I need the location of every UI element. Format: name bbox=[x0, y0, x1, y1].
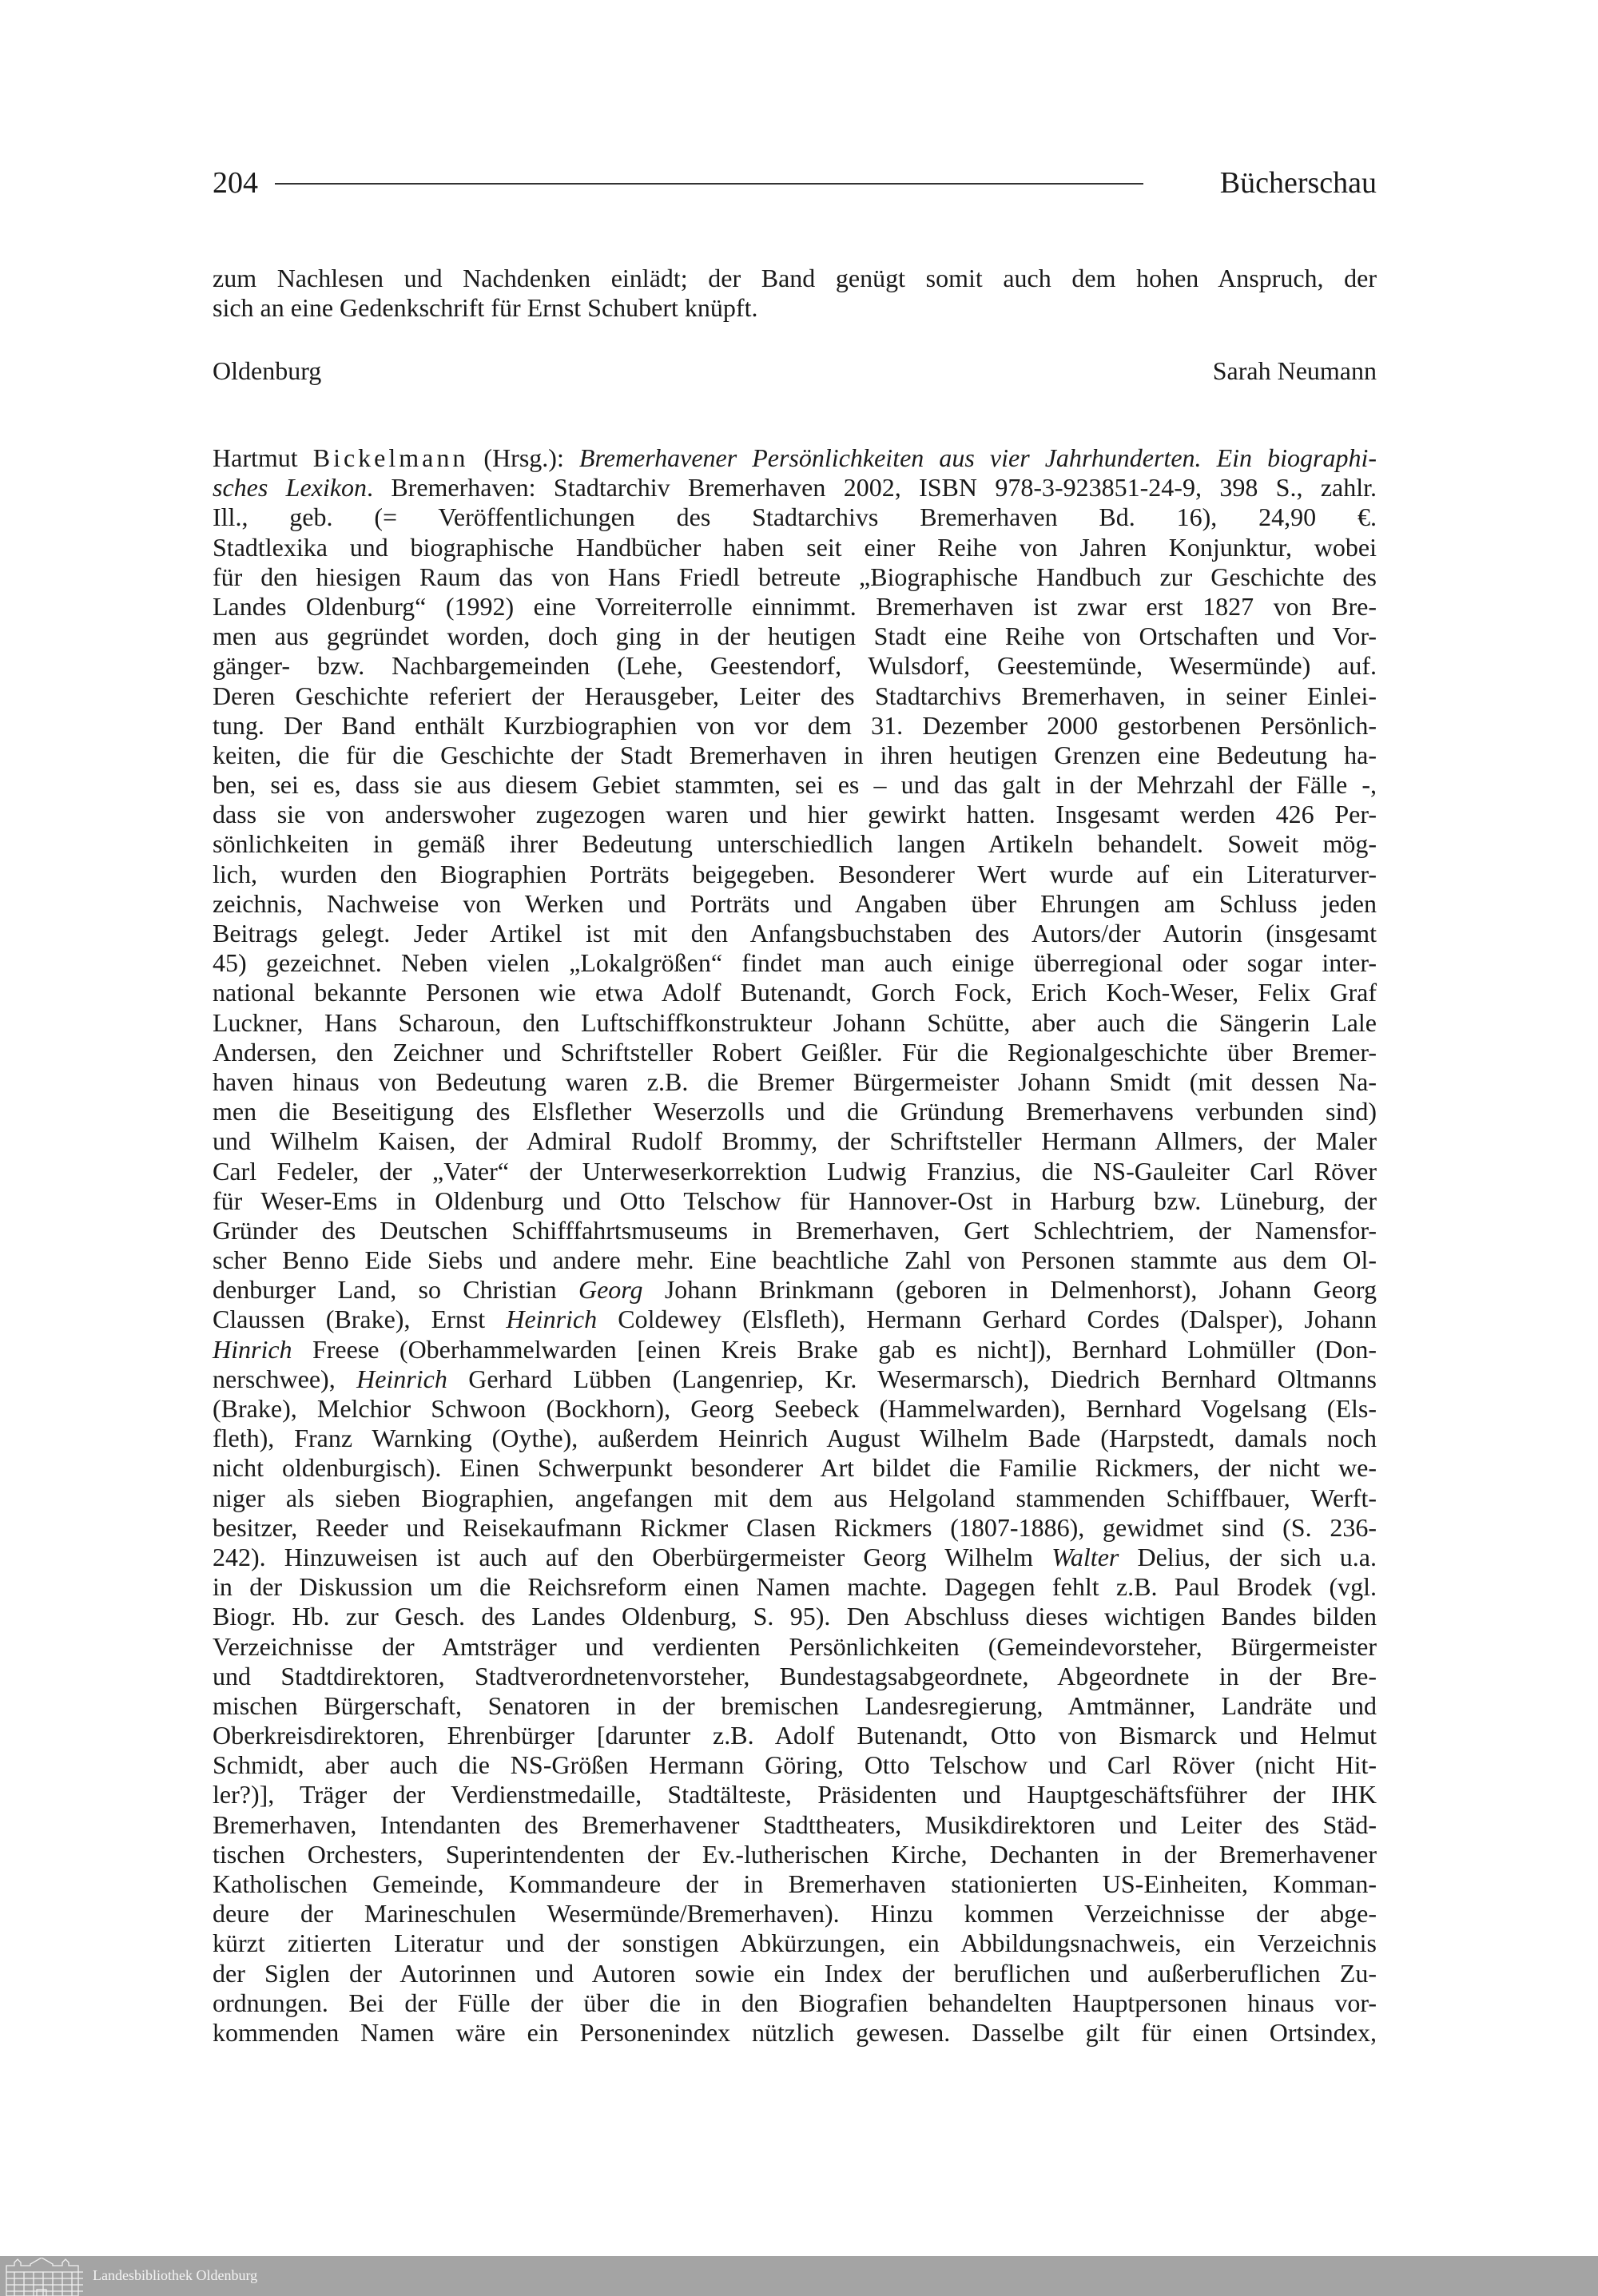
text-line: Stadtlexika und biographische Handbücher haben seit einer Reihe von Jahren Konjunktur, wobei bbox=[213, 532, 1377, 562]
text-line: gänger- bzw. Nachbargemeinden (Lehe, Geestendorf, Wulsdorf, Geestemünde, Wesermünde) auf. bbox=[213, 651, 1377, 681]
signature-place: Oldenburg bbox=[213, 356, 322, 385]
text-line: Ill., geb. (= Veröffentlichungen des Stadtarchivs Bremerhaven Bd. 16), 24,90 €. bbox=[213, 502, 1377, 532]
text-segment: Coldewey (Elsfleth), Hermann Gerhard Cordes (Dalsper), Johann bbox=[597, 1305, 1377, 1334]
text-line: ler?)], Träger der Verdienstmedaille, Stadtälteste, Präsidenten und Hauptgeschäftsführer der IHK bbox=[213, 1780, 1377, 1809]
text-line bbox=[213, 1364, 1377, 1394]
text-line bbox=[213, 443, 1377, 473]
text-segment: Johann Brinkmann (geboren in Delmenhorst), Johann Georg bbox=[642, 1275, 1377, 1305]
text-line: sönlichkeiten in gemäß ihrer Bedeutung unterschiedlich langen Artikeln behandelt. Soweit mög- bbox=[213, 829, 1377, 859]
text-line: Landes Oldenburg“ (1992) eine Vorreiterrolle einnimmt. Bremerhaven ist zwar erst 1827 von Bre- bbox=[213, 591, 1377, 621]
text-line: der Siglen der Autorinnen und Autoren sowie ein Index der beruflichen und außerberuflichen Zu- bbox=[213, 1958, 1377, 1988]
text-line: scher Benno Eide Siebs und andere mehr. Eine beachtliche Zahl von Personen stammte aus dem Ol- bbox=[213, 1245, 1377, 1275]
italic-text: Heinrich bbox=[356, 1364, 447, 1393]
text-line: (Brake), Melchior Schwoon (Bockhorn), Georg Seebeck (Hammelwarden), Bernhard Vogelsang (Els- bbox=[213, 1394, 1377, 1423]
text-line: für Weser-Ems in Oldenburg und Otto Telschow für Hannover-Ost in Harburg bzw. Lüneburg, der bbox=[213, 1186, 1377, 1215]
text-segment: denburger Land, so Christian bbox=[213, 1275, 578, 1305]
text-line bbox=[213, 1305, 1377, 1334]
text-line: Andersen, den Zeichner und Schriftsteller Robert Geißler. Für die Regionalgeschichte über Bremer- bbox=[213, 1037, 1377, 1067]
italic-text: Hinrich bbox=[213, 1334, 292, 1364]
header-rule bbox=[275, 183, 1143, 185]
text-line bbox=[213, 473, 1377, 502]
text-line: dass sie von anderswoher zugezogen waren und hier gewirkt hatten. Insgesamt werden 426 Per- bbox=[213, 800, 1377, 829]
text-line: Oberkreisdirektoren, Ehrenbürger [darunter z.B. Adolf Butenandt, Otto von Bismarck und Helmut bbox=[213, 1721, 1377, 1750]
running-title: Bücherschau bbox=[1219, 166, 1377, 200]
text-line: men aus gegründet worden, doch ging in der heutigen Stadt eine Reihe von Ortschaften und Vor- bbox=[213, 622, 1377, 651]
text-line: Carl Fedeler, der „Vater“ der Unterweserkorrektion Ludwig Franzius, die NS-Gauleiter Carl Röver bbox=[213, 1156, 1377, 1186]
text-line: in der Diskussion um die Reichsreform einen Namen machte. Dagegen fehlt z.B. Paul Brodek (vgl. bbox=[213, 1572, 1377, 1602]
text-segment: Claussen (Brake), Ernst bbox=[213, 1305, 507, 1334]
italic-text: Georg bbox=[578, 1275, 643, 1305]
italic-text: Walter bbox=[1051, 1542, 1119, 1571]
text-line: Katholischen Gemeinde, Kommandeure der in Bremerhaven stationierten US-Einheiten, Komman- bbox=[213, 1869, 1377, 1898]
text-line: 45) gezeichnet. Neben vielen „Lokalgrößen“ findet man auch einige überregional oder sogar inter- bbox=[213, 948, 1377, 978]
text-line: nicht oldenburgisch). Einen Schwerpunkt besonderer Art bildet die Familie Rickmers, der nicht we- bbox=[213, 1453, 1377, 1483]
library-name: Landesbibliothek Oldenburg bbox=[93, 2267, 258, 2283]
page-number: 204 bbox=[213, 166, 258, 200]
text-line: tischen Orchesters, Superintendenten der Ev.-lutherischen Kirche, Dechanten in der Bremerhavener bbox=[213, 1839, 1377, 1869]
text-segment: nerschwee), bbox=[213, 1364, 357, 1393]
running-header bbox=[213, 161, 1377, 205]
text-line: Gründer des Deutschen Schifffahrtsmuseums in Bremerhaven, Gert Schlechtriem, der Namensfor- bbox=[213, 1215, 1377, 1245]
text-line: Luckner, Hans Scharoun, den Luftschiffkonstrukteur Johann Schütte, aber auch die Sängerin Lale bbox=[213, 1007, 1377, 1037]
previous-review-ending bbox=[213, 264, 1377, 323]
text-line: tung. Der Band enthält Kurzbiographien von vor dem 31. Dezember 2000 gestorbenen Persönlich- bbox=[213, 710, 1377, 740]
text-line: kürzt zitierten Literatur und der sonstigen Abkürzungen, ein Abbildungsnachweis, ein Verzeichnis bbox=[213, 1929, 1377, 1958]
text-line: mischen Bürgerschaft, Senatoren in der bremischen Landesregierung, Amtmänner, Landräte und bbox=[213, 1690, 1377, 1720]
signature-author: Sarah Neumann bbox=[1212, 356, 1377, 385]
text-line: besitzer, Reeder und Reisekaufmann Rickmer Clasen Rickmers (1807-1886), gewidmet sind (S. 236- bbox=[213, 1512, 1377, 1542]
text-line: men die Beseitigung des Elsflether Weserzolls und die Gründung Bremerhavens verbunden sind) bbox=[213, 1097, 1377, 1126]
text-line: kommenden Namen wäre ein Personenindex nützlich gewesen. Dasselbe gilt für einen Ortsindex, bbox=[213, 2017, 1377, 2047]
text-line: Beitrags gelegt. Jeder Artikel ist mit den Anfangsbuchstaben des Autors/der Autorin (insgesamt bbox=[213, 919, 1377, 947]
text-segment: Hartmut bbox=[213, 443, 313, 472]
footer-bar bbox=[0, 2256, 1598, 2296]
italic-text: Bremerhavener Persönlichkeiten aus vier Jahrhunderten. Ein biographi- bbox=[578, 443, 1377, 472]
text-line: keiten, die für die Geschichte der Stadt Bremerhaven in ihren heutigen Grenzen eine Bedeutung ha- bbox=[213, 740, 1377, 769]
italic-text: sches Lexikon bbox=[213, 473, 367, 502]
text-line: Verzeichnisse der Amtsträger und verdienten Persönlichkeiten (Gemeindevorsteher, Bürgermeister bbox=[213, 1631, 1377, 1661]
text-line: Schmidt, aber auch die NS-Größen Hermann Göring, Otto Telschow und Carl Röver (nicht Hit- bbox=[213, 1750, 1377, 1780]
text-line: für den hiesigen Raum das von Hans Friedl betreute „Biographische Handbuch zur Geschichte des bbox=[213, 562, 1377, 591]
author-name-spaced: Bickelmann bbox=[312, 443, 469, 472]
text-line: zum Nachlesen und Nachdenken einlädt; der Band genügt somit auch dem hohen Anspruch, der bbox=[213, 264, 1377, 292]
italic-text: Heinrich bbox=[506, 1305, 598, 1334]
text-segment: Delius, der sich u.a. bbox=[1119, 1542, 1377, 1571]
text-line: und Wilhelm Kaisen, der Admiral Rudolf Brommy, der Schriftsteller Hermann Allmers, der Maler bbox=[213, 1126, 1377, 1156]
text-line bbox=[213, 1335, 1377, 1364]
text-line: Deren Geschichte referiert der Herausgeber, Leiter des Stadtarchivs Bremerhaven, in seiner Einlei- bbox=[213, 681, 1377, 710]
text-line: sich an eine Gedenkschrift für Ernst Schubert knüpft. bbox=[213, 293, 758, 323]
text-line: ordnungen. Bei der Fülle der über die in den Biografien behandelten Hauptpersonen hinaus vor- bbox=[213, 1988, 1377, 2017]
text-segment: Freese (Oberhammelwarden [einen Kreis Brake gab es nicht]), Bernhard Lohmüller (Don- bbox=[292, 1334, 1377, 1364]
text-line: Bremerhaven, Intendanten des Bremerhavener Stadttheaters, Musikdirektoren und Leiter des Städ- bbox=[213, 1809, 1377, 1839]
text-line: haven hinaus von Bedeutung waren z.B. die Bremer Bürgermeister Johann Smidt (mit dessen Na- bbox=[213, 1067, 1377, 1096]
text-line: zeichnis, Nachweise von Werken und Porträts und Angaben über Ehrungen am Schluss jeden bbox=[213, 888, 1377, 918]
text-line: und Stadtdirektoren, Stadtverordnetenvorsteher, Bundestagsabgeordnete, Abgeordnete in der Bre- bbox=[213, 1661, 1377, 1690]
text-segment: . Bremerhaven: Stadtarchiv Bremerhaven 2002, ISBN 978-3-923851-24-9, 398 S., zahlr. bbox=[366, 473, 1377, 502]
text-line: lich, wurden den Biographien Porträts beigegeben. Besonderer Wert wurde auf ein Literaturver- bbox=[213, 859, 1377, 888]
text-line: niger als sieben Biographien, angefangen mit dem aus Helgoland stammenden Schiffbauer, Werft- bbox=[213, 1483, 1377, 1512]
library-building-icon bbox=[5, 2258, 85, 2296]
text-line: ben, sei es, dass sie aus diesem Gebiet stammten, sei es – und das galt in der Mehrzahl der Fälle -, bbox=[213, 770, 1377, 800]
text-segment: (Hrsg.): bbox=[468, 443, 579, 472]
text-segment: Gerhard Lübben (Langenriep, Kr. Wesermarsch), Diedrich Bernhard Oltmanns bbox=[447, 1364, 1377, 1393]
text-line bbox=[213, 1275, 1377, 1305]
text-line bbox=[213, 1543, 1377, 1572]
text-line: national bekannte Personen wie etwa Adolf Butenandt, Gorch Fock, Erich Koch-Weser, Felix Graf bbox=[213, 978, 1377, 1007]
review-text bbox=[213, 443, 1377, 2048]
text-segment: 242). Hinzuweisen ist auch auf den Oberbürgermeister Georg Wilhelm bbox=[213, 1542, 1052, 1571]
text-line: deure der Marineschulen Wesermünde/Bremerhaven). Hinzu kommen Verzeichnisse der abge- bbox=[213, 1899, 1377, 1929]
text-line: Biogr. Hb. zur Gesch. des Landes Oldenburg, S. 95). Den Abschluss dieses wichtigen Bandes bilden bbox=[213, 1602, 1377, 1631]
text-line: fleth), Franz Warnking (Oythe), außerdem Heinrich August Wilhelm Bade (Harpstedt, damals noch bbox=[213, 1424, 1377, 1453]
